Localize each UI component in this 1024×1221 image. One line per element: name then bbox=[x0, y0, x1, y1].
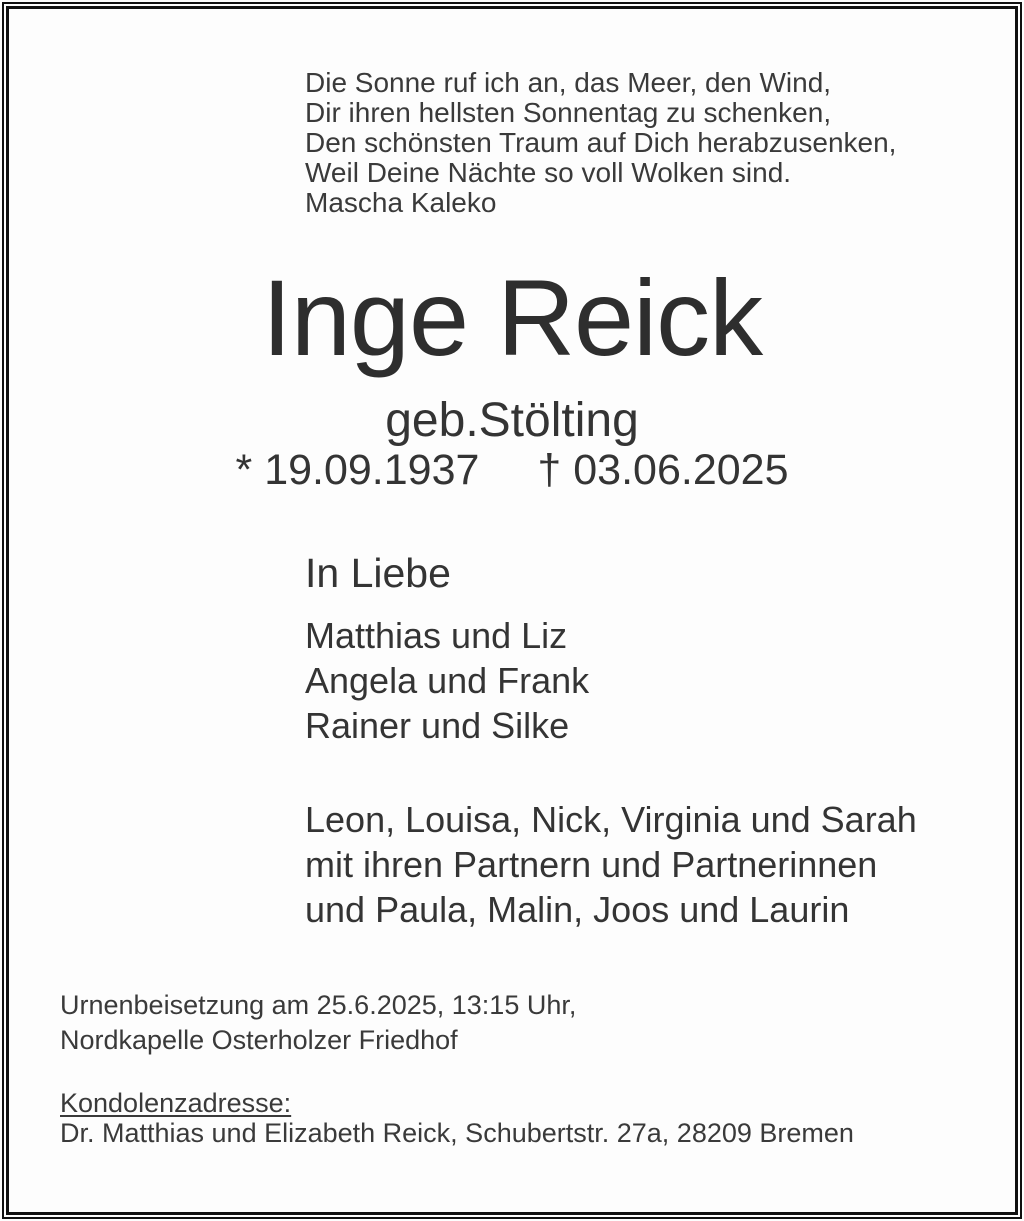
death-date: † 03.06.2025 bbox=[537, 446, 789, 494]
deceased-name: Inge Reick bbox=[261, 257, 763, 378]
maiden-name: geb.Stölting bbox=[385, 394, 639, 447]
service-line: Nordkapelle Osterholzer Friedhof bbox=[60, 1025, 458, 1055]
family-line: Matthias und Liz bbox=[305, 615, 568, 656]
condolence-label: Kondolenzadresse: bbox=[60, 1088, 292, 1118]
family-line: Rainer und Silke bbox=[305, 705, 570, 746]
poem-line: Dir ihren hellsten Sonnentag zu schenken, bbox=[305, 97, 832, 128]
poem-block bbox=[305, 68, 896, 218]
poem-line: Den schönsten Traum auf Dich herabzusenken, bbox=[305, 127, 897, 158]
service-line: Urnenbeisetzung am 25.6.2025, 13:15 Uhr, bbox=[60, 990, 577, 1020]
condolence-info bbox=[60, 1088, 854, 1148]
condolence-address: Dr. Matthias und Elizabeth Reick, Schubertstr. 27a, 28209 Bremen bbox=[60, 1118, 854, 1148]
life-dates bbox=[0, 448, 1024, 493]
tribute-heading: In Liebe bbox=[305, 550, 451, 596]
family-names-block bbox=[305, 613, 589, 748]
poem-line: Die Sonne ruf ich an, das Meer, den Wind, bbox=[305, 67, 832, 98]
birth-date: * 19.09.1937 bbox=[235, 446, 480, 494]
poem-attribution: Mascha Kaleko bbox=[305, 187, 497, 218]
grandchildren-line: und Paula, Malin, Joos und Laurin bbox=[305, 889, 850, 930]
grandchildren-line: Leon, Louisa, Nick, Virginia und Sarah bbox=[305, 799, 917, 840]
poem-line: Weil Deine Nächte so voll Wolken sind. bbox=[305, 157, 792, 188]
grandchildren-line: mit ihren Partnern und Partnerinnen bbox=[305, 844, 878, 885]
family-line: Angela und Frank bbox=[305, 660, 590, 701]
grandchildren-names-block bbox=[305, 797, 917, 932]
burial-service-info bbox=[60, 988, 576, 1058]
